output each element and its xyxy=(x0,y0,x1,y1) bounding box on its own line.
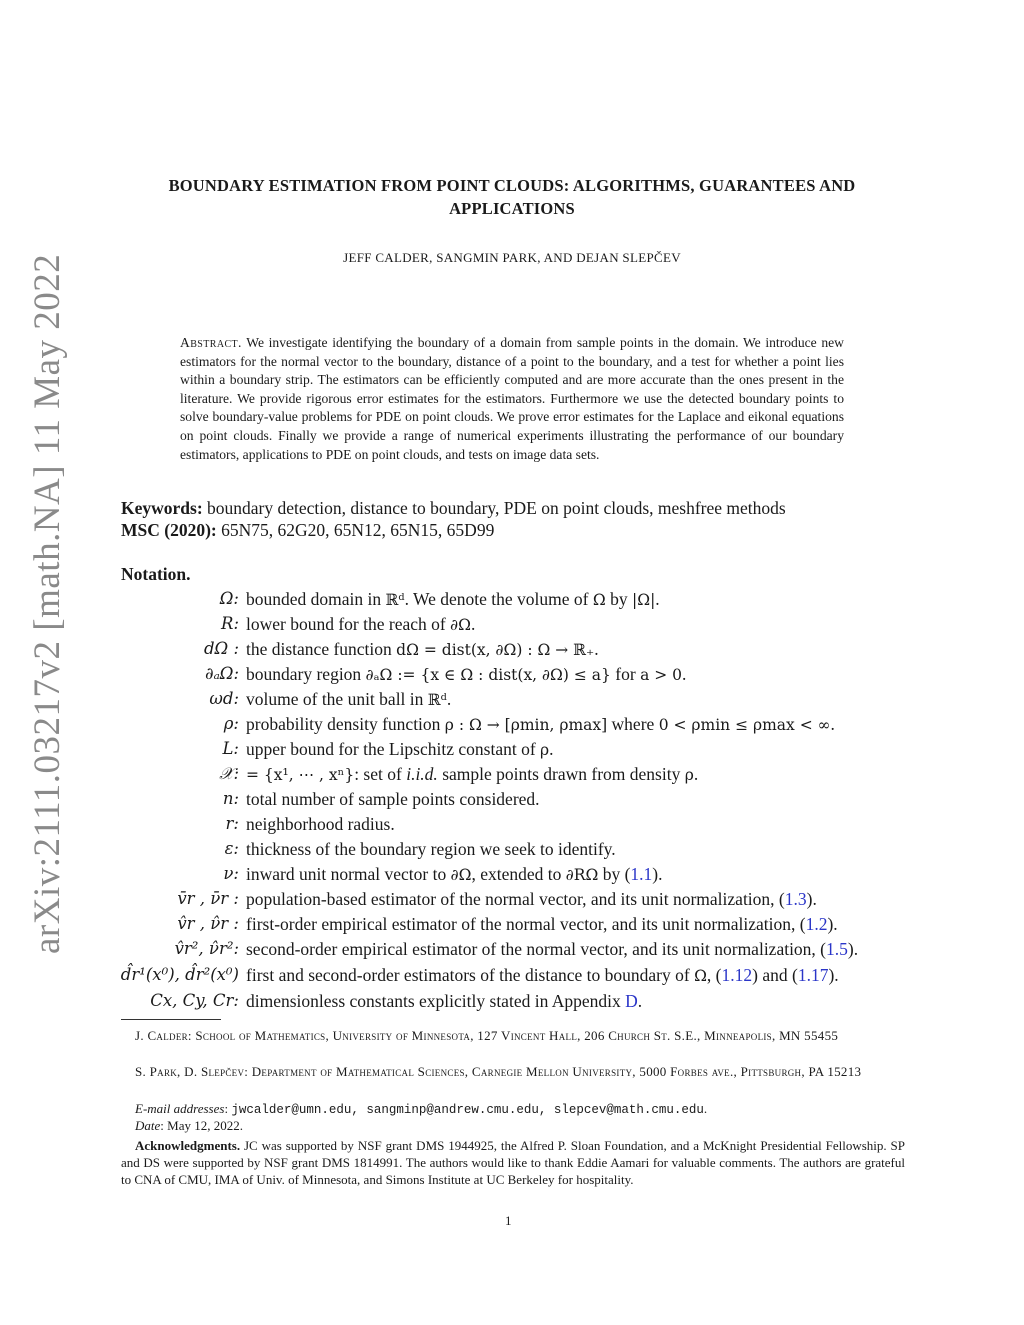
notation-description: first-order empirical estimator of the normal vector, and its unit normalization, (1.2). xyxy=(246,914,838,934)
notation-description: upper bound for the Lipschitz constant of ρ. xyxy=(246,739,554,759)
date-value: May 12, 2022. xyxy=(167,1118,243,1133)
notation-symbol: v̄r , ν̄r : xyxy=(177,889,239,908)
msc-text: 65N75, 62G20, 65N12, 65N15, 65D99 xyxy=(221,520,495,540)
notation-symbol: ∂ₐΩ: xyxy=(205,664,239,683)
paper-title xyxy=(120,174,904,220)
appendix-ref-link[interactable]: D xyxy=(625,991,638,1011)
msc-line xyxy=(121,520,905,541)
footnote-calder-affiliation: J. Calder: School of Mathematics, University of Minnesota, 127 Vincent Hall, 206 Church St. S.E., Minneapolis, MN 55455 xyxy=(135,1028,839,1043)
keywords-label: Keywords: xyxy=(121,498,203,518)
notation-row-boundary-region xyxy=(0,664,1024,689)
notation-description: probability density function ρ : Ω → [ρmin, ρmax] where 0 < ρmin ≤ ρmax < ∞. xyxy=(246,714,835,734)
notation-row-reach xyxy=(0,614,1024,639)
notation-description: inward unit normal vector to ∂Ω, extended to ∂RΩ by (1.1). xyxy=(246,864,663,884)
notation-description: total number of sample points considered. xyxy=(246,789,540,809)
notation-symbol: dΩ : xyxy=(203,639,239,658)
equation-ref-link[interactable]: 1.12 xyxy=(721,965,753,985)
footnote-date: Date: May 12, 2022. xyxy=(135,1118,243,1133)
notation-description: dimensionless constants explicitly stated in Appendix D. xyxy=(246,991,643,1011)
notation-description: the distance function dΩ = dist(x, ∂Ω) : Ω → ℝ₊. xyxy=(246,639,599,659)
equation-ref-link[interactable]: 1.3 xyxy=(784,889,807,909)
keywords-line xyxy=(121,498,905,519)
email-label: E-mail addresses xyxy=(135,1101,225,1116)
notation-symbol: R: xyxy=(221,614,239,633)
notation-symbol: L: xyxy=(222,739,239,758)
notation-symbol: Cx, Cy, Cr: xyxy=(150,991,239,1010)
notation-symbol: d̂r¹(x⁰), d̂r²(x⁰) xyxy=(120,965,239,984)
notation-row-constants xyxy=(0,991,1024,1016)
arxiv-identifier-stamp: arXiv:2111.03217v2 [math.NA] 11 May 2022 xyxy=(27,253,68,954)
notation-symbol: ε: xyxy=(224,839,239,858)
notation-description: thickness of the boundary region we seek to identify. xyxy=(246,839,616,859)
notation-row-population-estimator xyxy=(0,889,1024,914)
notation-heading: Notation. xyxy=(121,564,191,584)
author-list: JEFF CALDER, SANGMIN PARK, AND DEJAN SLEPČEV xyxy=(343,250,681,265)
abstract-label: Abstract. xyxy=(180,335,242,350)
title-line-1: BOUNDARY ESTIMATION FROM POINT CLOUDS: ALGORITHMS, GUARANTEES AND xyxy=(168,176,856,195)
notation-row-density xyxy=(0,714,1024,739)
email-addresses: jwcalder@umn.edu, sangminp@andrew.cmu.edu, slepcev@math.cmu.edu xyxy=(231,1103,704,1117)
notation-row-unit-ball xyxy=(0,689,1024,714)
notation-row-sample-count xyxy=(0,789,1024,814)
ack-text: JC was supported by NSF grant DMS 1944925, the Alfred P. Sloan Foundation, and a McKnight Presidential Fellowship. SP and DS were supported by NSF grant DMS 1814991. The authors would like to thank Eddie Aamari for valuable comments. The authors are grateful to CNA of CMU, IMA of Univ. of Minnesota, and Simons Institute at UC Berkeley for hospitality. xyxy=(121,1138,905,1187)
notation-symbol: r: xyxy=(225,814,239,833)
notation-description: neighborhood radius. xyxy=(246,814,395,834)
footnote-emails: E-mail addresses: jwcalder@umn.edu, sangminp@andrew.cmu.edu, slepcev@math.cmu.edu. xyxy=(135,1101,708,1117)
notation-description: boundary region ∂ₐΩ := {x ∈ Ω : dist(x, ∂Ω) ≤ a} for a > 0. xyxy=(246,664,687,684)
notation-row-radius xyxy=(0,814,1024,839)
keywords-text: boundary detection, distance to boundary, PDE on point clouds, meshfree methods xyxy=(207,498,786,518)
notation-row-distance-estimators xyxy=(0,965,1024,990)
equation-ref-link[interactable]: 1.2 xyxy=(805,914,828,934)
equation-ref-link[interactable]: 1.17 xyxy=(797,965,829,985)
notation-description: = {x¹, ⋯ , xⁿ}: set of i.i.d. sample points drawn from density ρ. xyxy=(246,764,699,784)
abstract xyxy=(180,334,844,464)
notation-row-lipschitz xyxy=(0,739,1024,764)
notation-symbol: 𝒳: xyxy=(219,764,239,783)
notation-symbol: n: xyxy=(222,789,239,808)
msc-label: MSC (2020): xyxy=(121,520,217,540)
notation-symbol: ρ: xyxy=(223,714,239,733)
notation-description: volume of the unit ball in ℝᵈ. xyxy=(246,689,452,709)
notation-row-omega xyxy=(0,589,1024,614)
notation-description: lower bound for the reach of ∂Ω. xyxy=(246,614,476,634)
notation-description: population-based estimator of the normal vector, and its unit normalization, (1.3). xyxy=(246,889,817,909)
notation-symbol: ωd: xyxy=(209,689,239,708)
notation-symbol: Ω: xyxy=(219,589,239,608)
page-number: 1 xyxy=(505,1213,512,1228)
abstract-text: We investigate identifying the boundary of a domain from sample points in the domain. We introduce new estimators for the normal vector to the boundary, distance of a point to the boundary, and a test for whether a point lies within a boundary strip. The estimators can be efficiently computed and are more accurate than the ones present in the literature. We provide rigorous error estimates for the estimators. Furthermore we use the detected boundary points to solve boundary-value problems for PDE on point clouds. We prove error estimates for the Laplace and eikonal equations on point clouds. Finally we provide a range of numerical experiments illustrating the performance of our boundary estimators, applications to PDE on point clouds, and tests on image data sets. xyxy=(180,335,844,462)
notation-description: bounded domain in ℝᵈ. We denote the volume of Ω by |Ω|. xyxy=(246,589,660,609)
footnote-divider xyxy=(121,1019,221,1020)
notation-row-distance xyxy=(0,639,1024,664)
notation-row-first-order-estimator xyxy=(0,914,1024,939)
notation-row-normal xyxy=(0,864,1024,889)
notation-description: second-order empirical estimator of the normal vector, and its unit normalization, (1.5). xyxy=(246,939,859,959)
notation-row-sample-set xyxy=(0,764,1024,789)
title-line-2: APPLICATIONS xyxy=(449,199,575,218)
notation-symbol: ν: xyxy=(223,864,239,883)
footnote-park-slepcev-affiliation: S. Park, D. Slepčev: Department of Mathematical Sciences, Carnegie Mellon University, 5000 Forbes ave., Pittsburgh, PA 15213 xyxy=(135,1064,862,1079)
equation-ref-link[interactable]: 1.5 xyxy=(826,939,848,959)
notation-row-second-order-estimator xyxy=(0,939,1024,964)
notation-symbol: v̂r², ν̂r²: xyxy=(174,939,239,958)
notation-row-thickness xyxy=(0,839,1024,864)
ack-label: Acknowledgments. xyxy=(135,1138,241,1153)
notation-symbol: v̂r , ν̂r : xyxy=(177,914,239,933)
acknowledgments xyxy=(121,1137,905,1188)
equation-ref-link[interactable]: 1.1 xyxy=(630,864,653,884)
notation-description: first and second-order estimators of the distance to boundary of Ω, (1.12) and (1.17). xyxy=(246,965,839,985)
date-label: Date xyxy=(135,1118,161,1133)
